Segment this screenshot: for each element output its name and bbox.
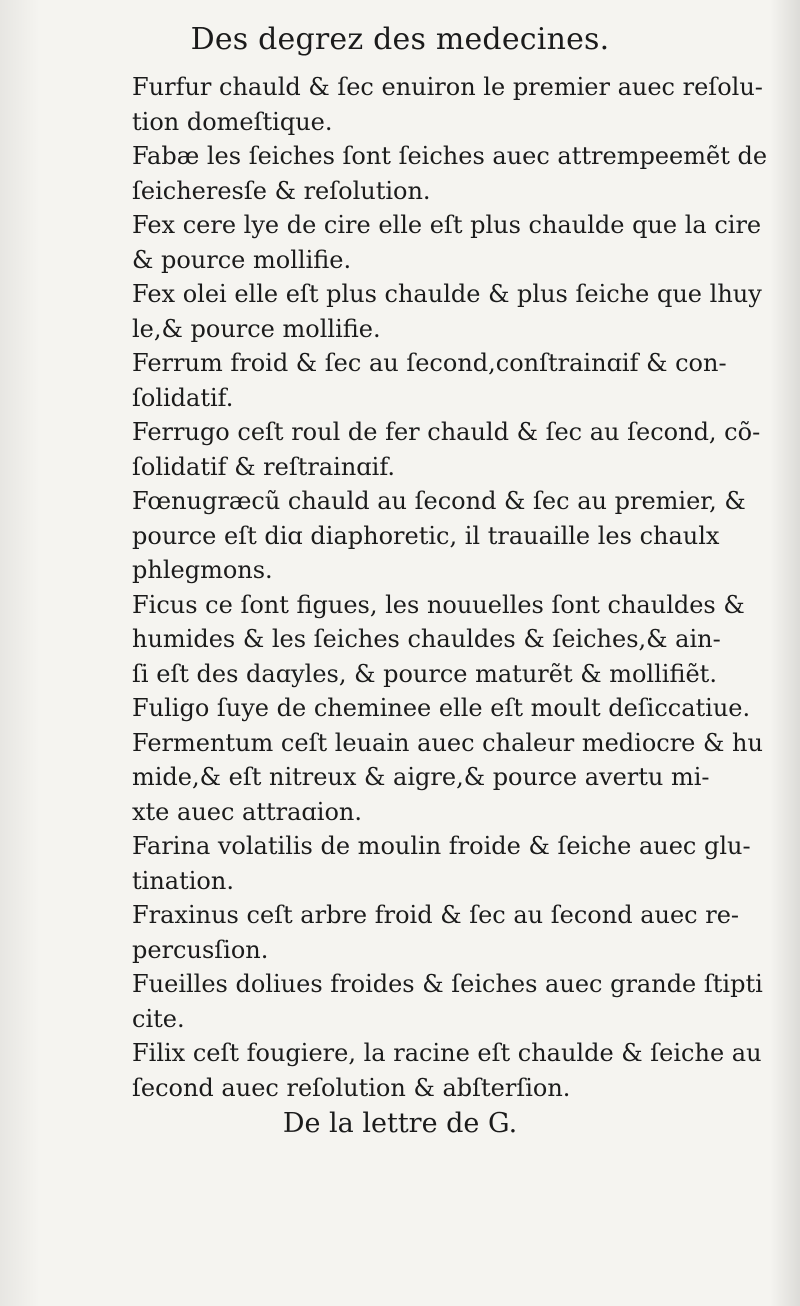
entry-fex-cere: Fex cere lye de cire elle eſt plus chaulde que la cire & pource mollifie.	[132, 211, 762, 274]
entry-fex-olei: Fex olei elle eſt plus chaulde & plus ſeiche que lhuy le,& pource mollifie.	[132, 280, 762, 343]
running-header: Des degrez des medecines.	[190, 22, 610, 57]
entry-list	[132, 70, 768, 1105]
entry-filix: Filix ceſt fougiere, la racine eſt chaulde & ſeiche au ſecond auec reſolution & abſterſion.	[132, 1039, 762, 1102]
entry-fuligo: Fuligo ſuye de cheminee elle eſt moult deſiccatiue.	[132, 694, 751, 722]
entry-fabae: Fabæ les ſeiches ſont ſeiches auec attrempeemẽt de ſeicheresſe & reſolution.	[132, 142, 768, 205]
section-heading: De la lettre de G.	[282, 1108, 518, 1139]
entry-farina: Farina volatilis de moulin froide & ſeiche auec glu- tination.	[132, 832, 751, 895]
entry-fermentum: Fermentum ceſt leuain auec chaleur mediocre & hu mide,& eſt nitreux & aigre,& pource avertu mi- xte auec attraɑion.	[132, 728, 763, 826]
entry-fueilles: Fueilles doliues froides & ſeiches auec grande ſtipti cite.	[132, 970, 763, 1033]
entry-furfur: Furfur chauld & ſec enuiron le premier auec reſolu- tion domeſtique.	[132, 73, 763, 136]
entry-foenugraecum: Fœnugræcũ chauld au ſecond & ſec au premier, & pource eſt diɑ diaphoretic, il trauaille les chaulx phlegmons.	[132, 487, 746, 584]
entry-ferrugo: Ferrugo ceſt roul de fer chauld & ſec au ſecond, cõ- ſolidatif & reſtrainɑif.	[132, 418, 761, 481]
entry-fraxinus: Fraxinus ceſt arbre froid & ſec au ſecond auec re- percusſion.	[132, 901, 740, 964]
entry-ficus: Ficus ce ſont figues, les nouuelles ſont chauldes & humides & les ſeiches chauldes & ſeiches,& ain- ſi eſt des daɑyles, & pource maturẽt & mollifiẽt.	[132, 590, 745, 688]
entry-ferrum: Ferrum froid & ſec au ſecond,conſtrainɑif & con- ſolidatif.	[132, 349, 727, 412]
